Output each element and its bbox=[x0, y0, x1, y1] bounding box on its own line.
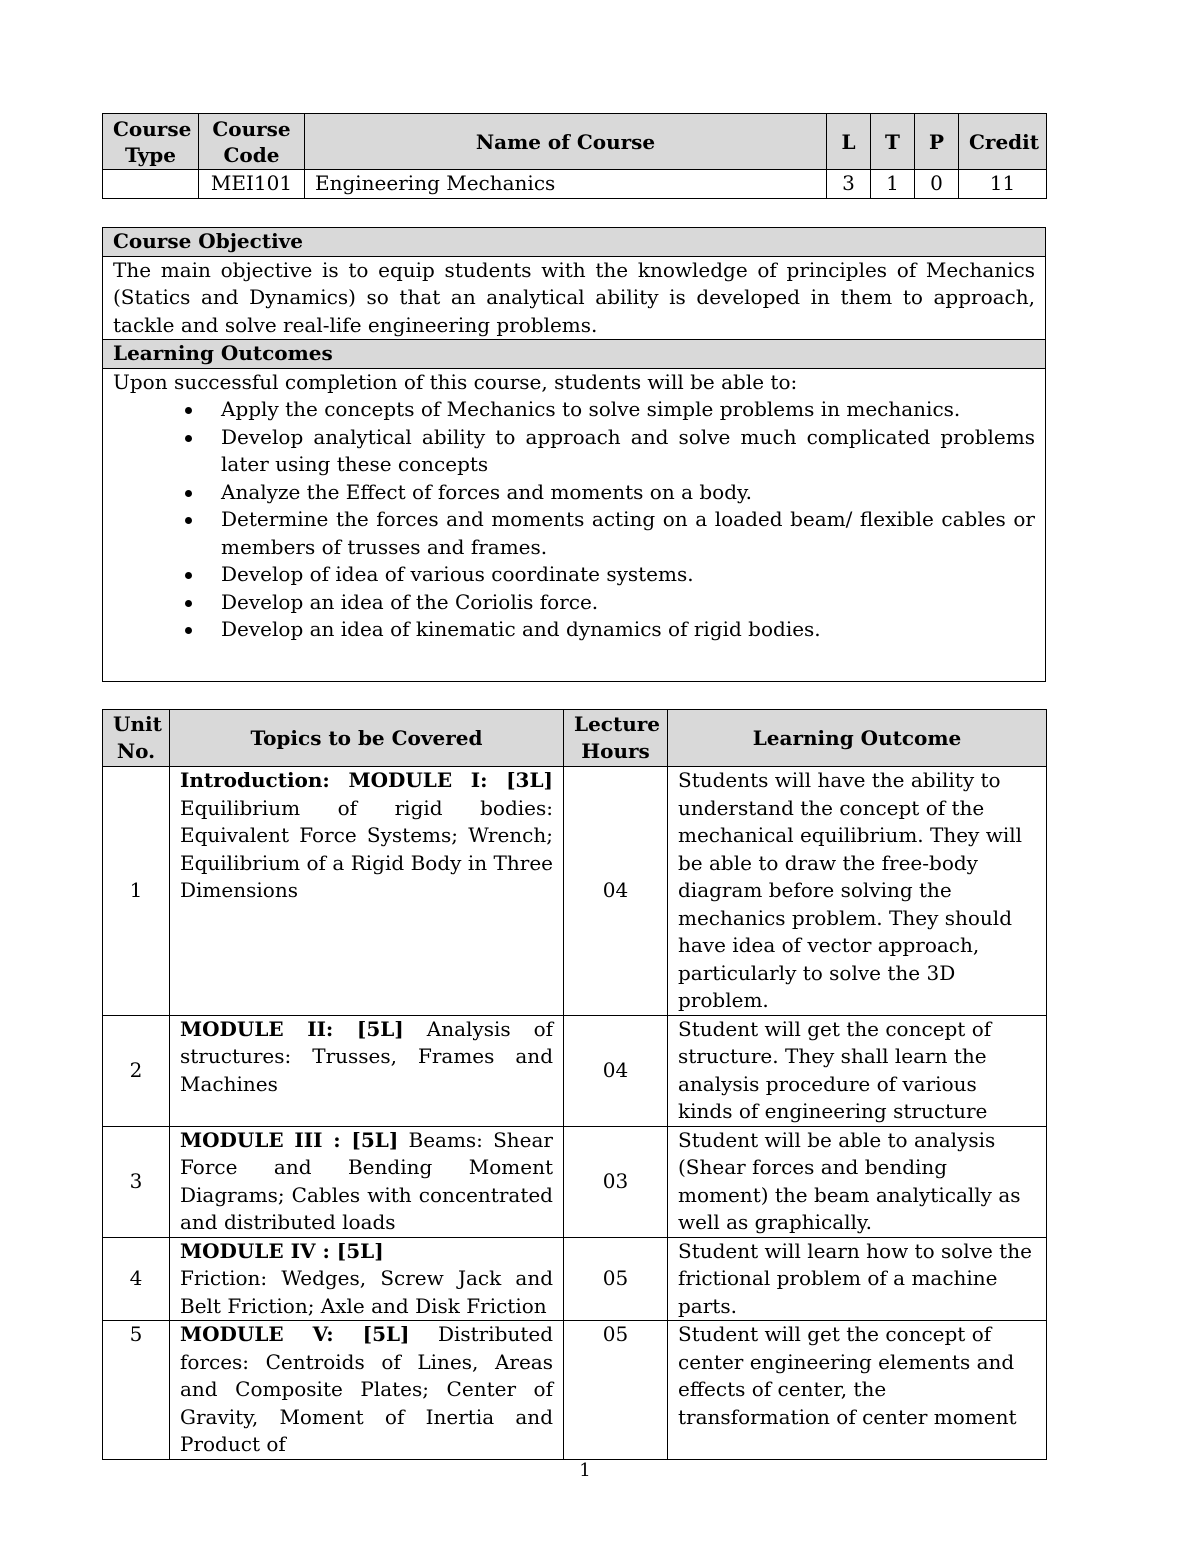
col-credit: Credit bbox=[959, 114, 1047, 170]
col-topics: Topics to be Covered bbox=[170, 710, 564, 767]
unit-table bbox=[102, 709, 1047, 1460]
unit-outcome: Student will get the concept of center engineering elements and effects of center, the transformation of center moment bbox=[668, 1321, 1047, 1460]
topics-text: Analysis of structures: Trusses, Frames and Machines bbox=[180, 1016, 554, 1096]
unit-outcome: Student will get the concept of structure. They shall learn the analysis procedure of various kinds of engineering structure bbox=[668, 1015, 1047, 1126]
table-row bbox=[103, 1321, 1047, 1460]
col-p: P bbox=[915, 114, 959, 170]
outcomes-heading: Learning Outcomes bbox=[103, 340, 1046, 369]
objective-text: The main objective is to equip students with the knowledge of principles of Mechanics (Statics and Dynamics) so that an analytical ability is developed in them to approach, tackle and solve real-life engineering problems. bbox=[103, 256, 1046, 340]
outcomes-list bbox=[113, 396, 1035, 644]
objective-table bbox=[102, 227, 1046, 682]
table-row bbox=[103, 1015, 1047, 1126]
list-item: Apply the concepts of Mechanics to solve simple problems in mechanics. bbox=[221, 396, 1035, 424]
course-table-header bbox=[103, 114, 1047, 170]
unit-outcome: Student will learn how to solve the frictional problem of a machine parts. bbox=[668, 1237, 1047, 1321]
course-type bbox=[103, 170, 199, 199]
list-item: Develop an idea of kinematic and dynamics of rigid bodies. bbox=[221, 616, 1035, 644]
unit-no: 3 bbox=[103, 1126, 170, 1237]
table-row bbox=[103, 1126, 1047, 1237]
unit-hours: 05 bbox=[564, 1237, 668, 1321]
table-row bbox=[103, 767, 1047, 1016]
unit-topics bbox=[170, 1321, 564, 1460]
unit-hours: 05 bbox=[564, 1321, 668, 1460]
list-item: Analyze the Effect of forces and moments on a body. bbox=[221, 479, 1035, 507]
col-l: L bbox=[827, 114, 871, 170]
col-course-code: Course Code bbox=[199, 114, 305, 170]
unit-outcome: Students will have the ability to understand the concept of the mechanical equilibrium. They will be able to draw the free-body diagram before solving the mechanics problem. They should have idea of vector approach, particularly to solve the 3D problem. bbox=[668, 767, 1047, 1016]
topics-text: Friction: Wedges, Screw Jack and Belt Friction; Axle and Disk Friction bbox=[180, 1266, 553, 1318]
unit-topics bbox=[170, 767, 564, 1016]
outcomes-intro: Upon successful completion of this course, students will be able to: bbox=[113, 369, 798, 394]
unit-no: 1 bbox=[103, 767, 170, 1016]
unit-no: 5 bbox=[103, 1321, 170, 1460]
unit-hours: 04 bbox=[564, 767, 668, 1016]
col-unit-no: Unit No. bbox=[103, 710, 170, 767]
list-item: Develop of idea of various coordinate systems. bbox=[221, 561, 1035, 589]
course-l: 3 bbox=[827, 170, 871, 199]
unit-hours: 04 bbox=[564, 1015, 668, 1126]
module-label: MODULE IV : [5L] bbox=[180, 1238, 384, 1263]
unit-table-header bbox=[103, 710, 1047, 767]
unit-no: 2 bbox=[103, 1015, 170, 1126]
course-name: Engineering Mechanics bbox=[305, 170, 827, 199]
topics-text: Equilibrium of rigid bodies: Equivalent Force Systems; Wrench; Equilibrium of a Rigid Body in Three Dimensions bbox=[180, 795, 553, 902]
list-item: Develop an idea of the Coriolis force. bbox=[221, 589, 1035, 617]
course-credit: 11 bbox=[959, 170, 1047, 199]
col-name-of-course: Name of Course bbox=[305, 114, 827, 170]
course-p: 0 bbox=[915, 170, 959, 199]
topics-text: Beams: Shear Force and Bending Moment Diagrams; Cables with concentrated and distributed loads bbox=[180, 1127, 553, 1234]
unit-hours: 03 bbox=[564, 1126, 668, 1237]
module-label: MODULE III : [5L] bbox=[180, 1127, 399, 1152]
topics-text: Distributed forces: Centroids of Lines, Areas and Composite Plates; Center of Gravity, Moment of Inertia and Product of bbox=[180, 1322, 554, 1456]
unit-topics bbox=[170, 1237, 564, 1321]
course-code: MEI101 bbox=[199, 170, 305, 199]
table-row bbox=[103, 1237, 1047, 1321]
unit-topics bbox=[170, 1015, 564, 1126]
outcomes-cell bbox=[103, 368, 1046, 681]
col-lecture-hours: Lecture Hours bbox=[564, 710, 668, 767]
course-table-row bbox=[103, 170, 1047, 199]
unit-no: 4 bbox=[103, 1237, 170, 1321]
module-label: MODULE II: [5L] bbox=[180, 1016, 404, 1041]
course-table bbox=[102, 113, 1047, 199]
col-t: T bbox=[871, 114, 915, 170]
page-number: 1 bbox=[579, 1460, 591, 1481]
list-item: Determine the forces and moments acting on a loaded beam/ flexible cables or members of trusses and frames. bbox=[221, 506, 1035, 561]
list-item: Develop analytical ability to approach and solve much complicated problems later using these concepts bbox=[221, 424, 1035, 479]
module-label: MODULE V: [5L] bbox=[180, 1322, 410, 1346]
objective-heading: Course Objective bbox=[103, 228, 1046, 257]
module-label: Introduction: MODULE I: [3L] bbox=[180, 768, 553, 792]
col-learning-outcome: Learning Outcome bbox=[668, 710, 1047, 767]
unit-outcome: Student will be able to analysis (Shear forces and bending moment) the beam analytically as well as graphically. bbox=[668, 1126, 1047, 1237]
unit-topics bbox=[170, 1126, 564, 1237]
course-t: 1 bbox=[871, 170, 915, 199]
col-course-type: Course Type bbox=[103, 114, 199, 170]
